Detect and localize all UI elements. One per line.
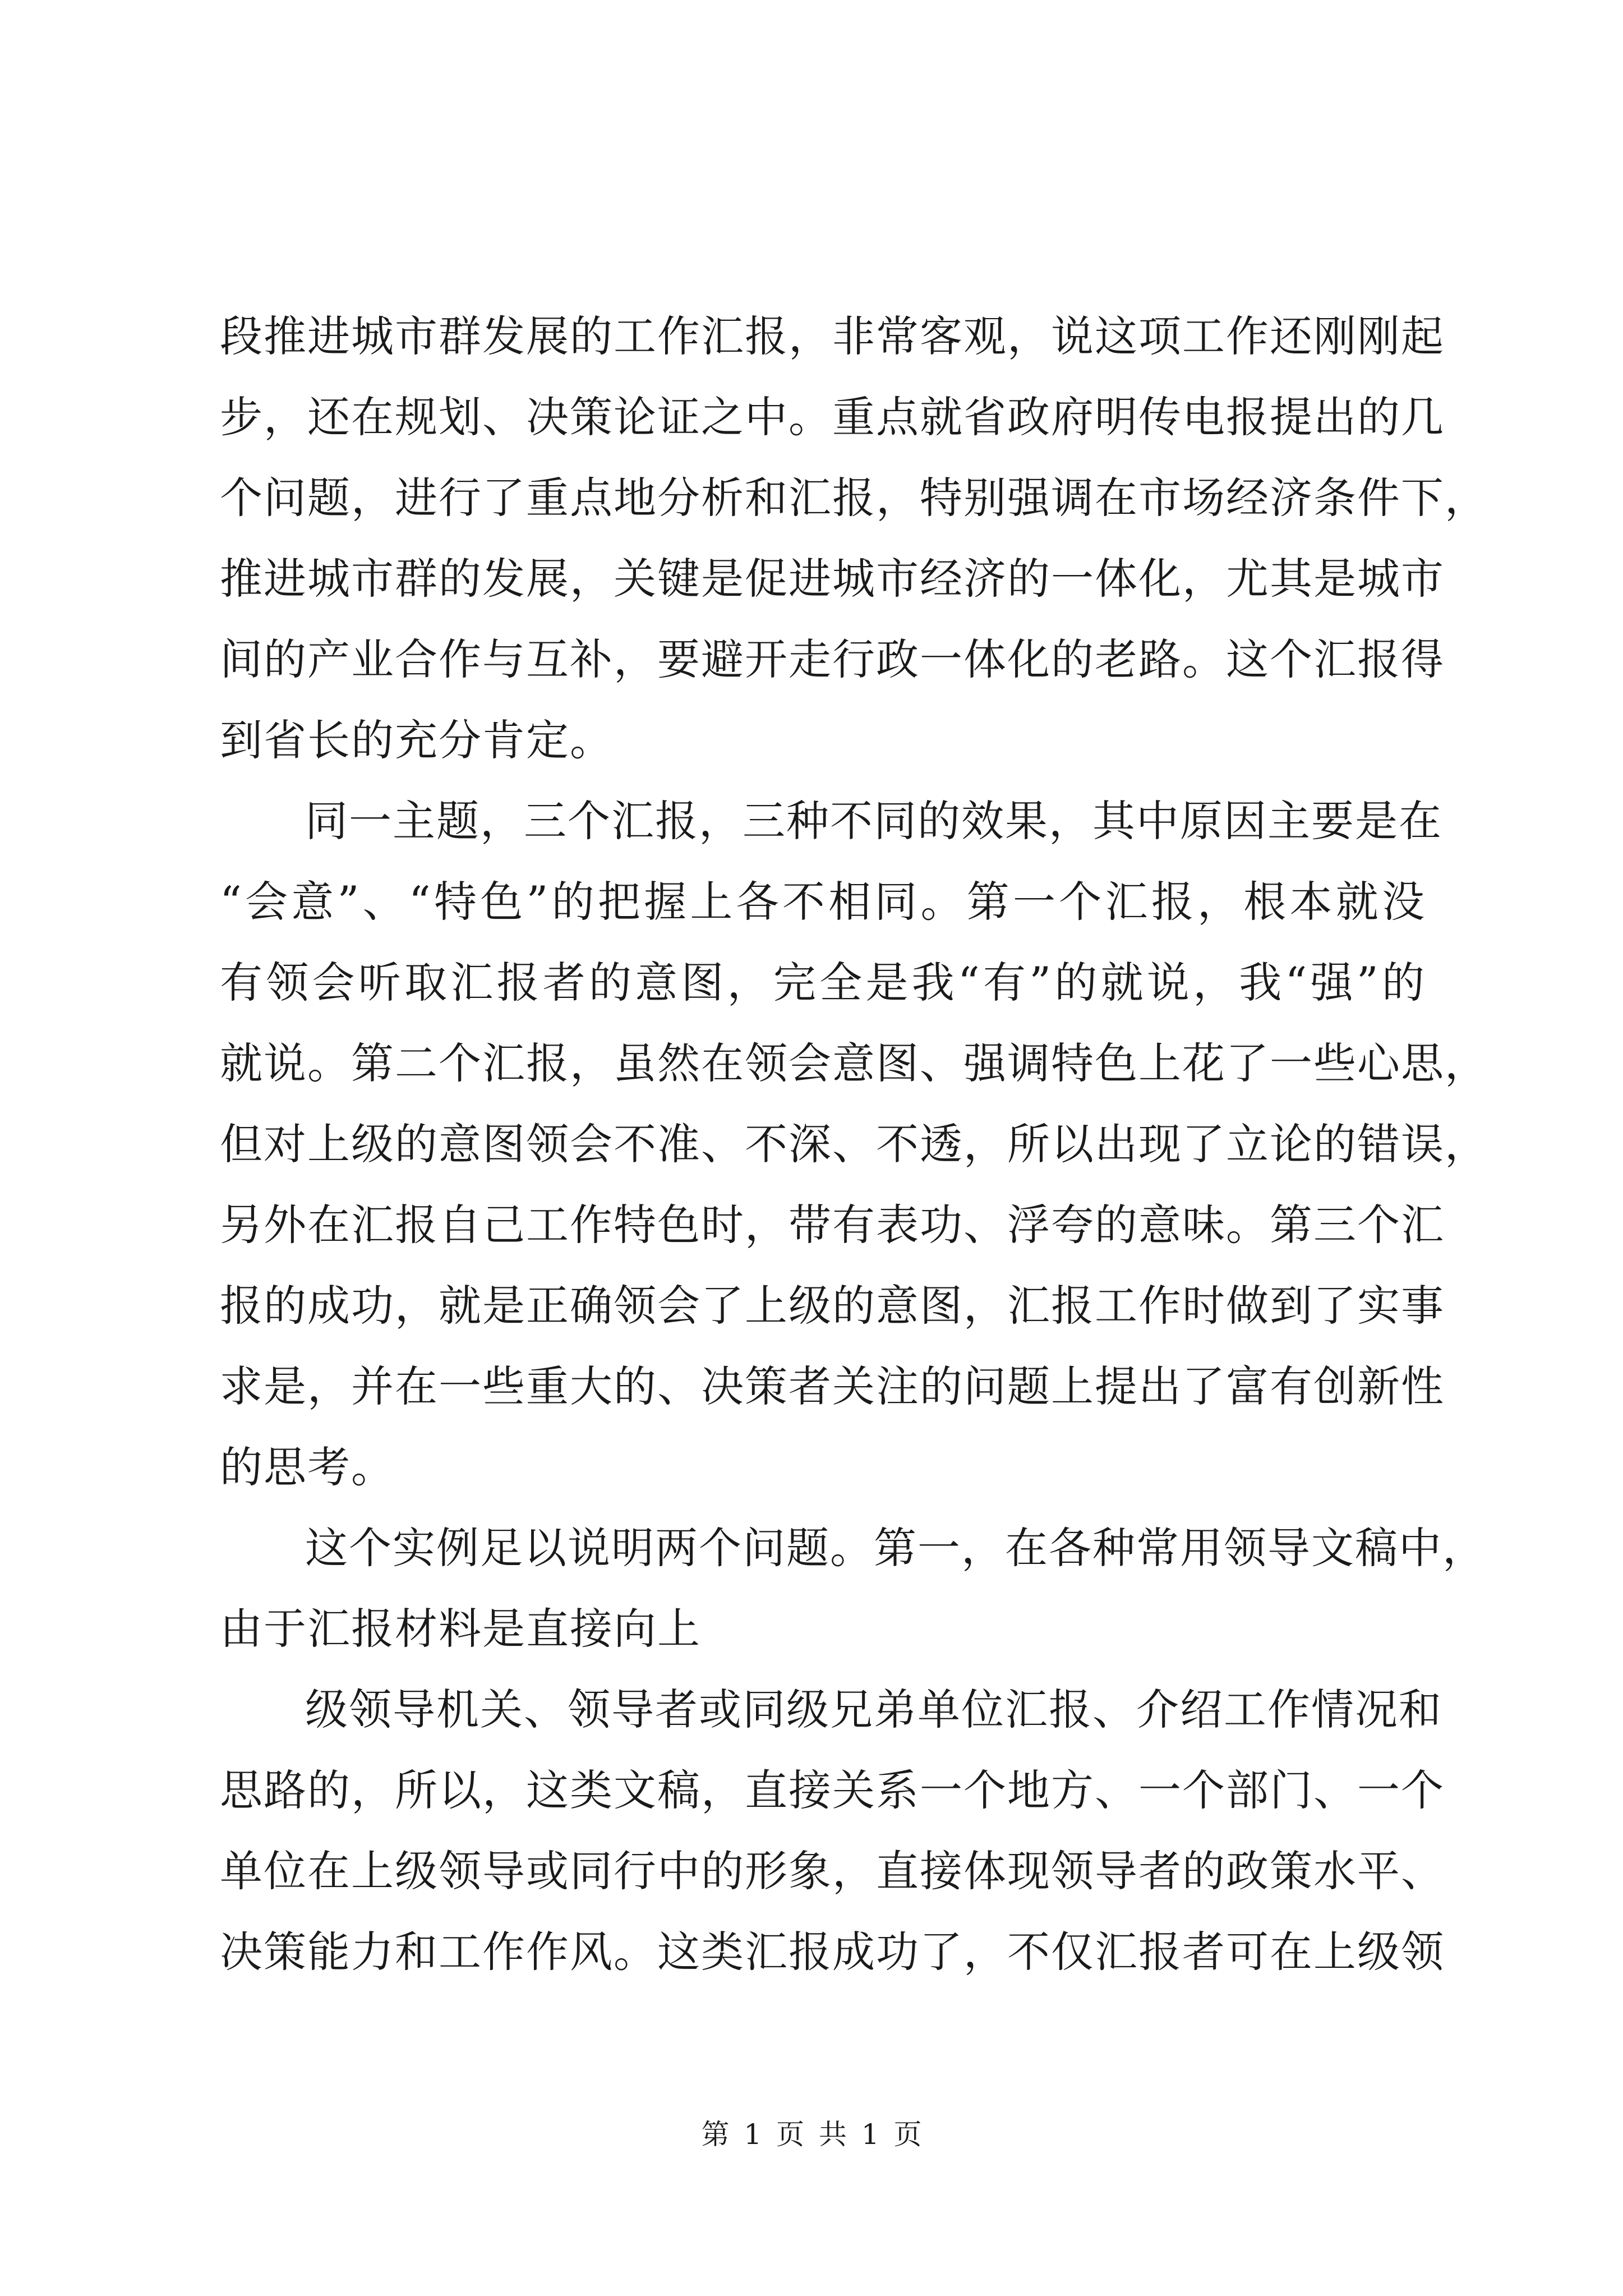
text-line: 但对上级的意图领会不准、不深、不透，所以出现了立论的错误， [220, 1119, 1488, 1169]
text-line: 步，还在规划、决策论证之中。重点就省政府明传电报提出的几 [220, 392, 1445, 442]
text-line: 的思考。 [220, 1442, 395, 1492]
text-line: 由于汇报材料是直接向上 [220, 1604, 701, 1654]
text-line: 求是，并在一些重大的、决策者关注的问题上提出了富有创新性 [220, 1361, 1445, 1411]
text-line: 另外在汇报自己工作特色时，带有表功、浮夸的意味。第三个汇 [220, 1200, 1445, 1250]
text-line: 就说。第二个汇报，虽然在领会意图、强调特色上花了一些心思， [220, 1038, 1488, 1088]
text-line: “会意”、“特色”的把握上各不相同。第一个汇报，根本就没 [220, 877, 1426, 927]
text-line: 到省长的充分肯定。 [220, 715, 614, 765]
text-line: 报的成功，就是正确领会了上级的意图，汇报工作时做到了实事 [220, 1281, 1445, 1331]
text-line: 决策能力和工作作风。这类汇报成功了，不仅汇报者可在上级领 [220, 1927, 1445, 1977]
text-line: 同一主题，三个汇报，三种不同的效果，其中原因主要是在 [305, 796, 1442, 846]
text-line: 有领会听取汇报者的意图，完全是我“有”的就说，我“强”的 [220, 958, 1426, 1007]
text-line: 单位在上级领导或同行中的形象，直接体现领导者的政策水平、 [220, 1846, 1445, 1896]
page-footer: 第 1 页 共 1 页 [701, 2118, 922, 2151]
text-line: 级领导机关、领导者或同级兄弟单位汇报、介绍工作情况和 [305, 1685, 1442, 1734]
text-line: 思路的，所以，这类文稿，直接关系一个地方、一个部门、一个 [220, 1765, 1445, 1815]
text-line: 推进城市群的发展，关键是促进城市经济的一体化，尤其是城市 [220, 554, 1445, 604]
document-body [220, 296, 1488, 1993]
text-line: 这个实例足以说明两个问题。第一，在各种常用领导文稿中， [305, 1523, 1486, 1573]
text-line: 个问题，进行了重点地分析和汇报，特别强调在市场经济条件下， [220, 473, 1488, 523]
text-line: 间的产业合作与互补，要避开走行政一体化的老路。这个汇报得 [220, 634, 1445, 684]
text-line: 段推进城市群发展的工作汇报，非常客观，说这项工作还刚刚起 [220, 311, 1445, 361]
